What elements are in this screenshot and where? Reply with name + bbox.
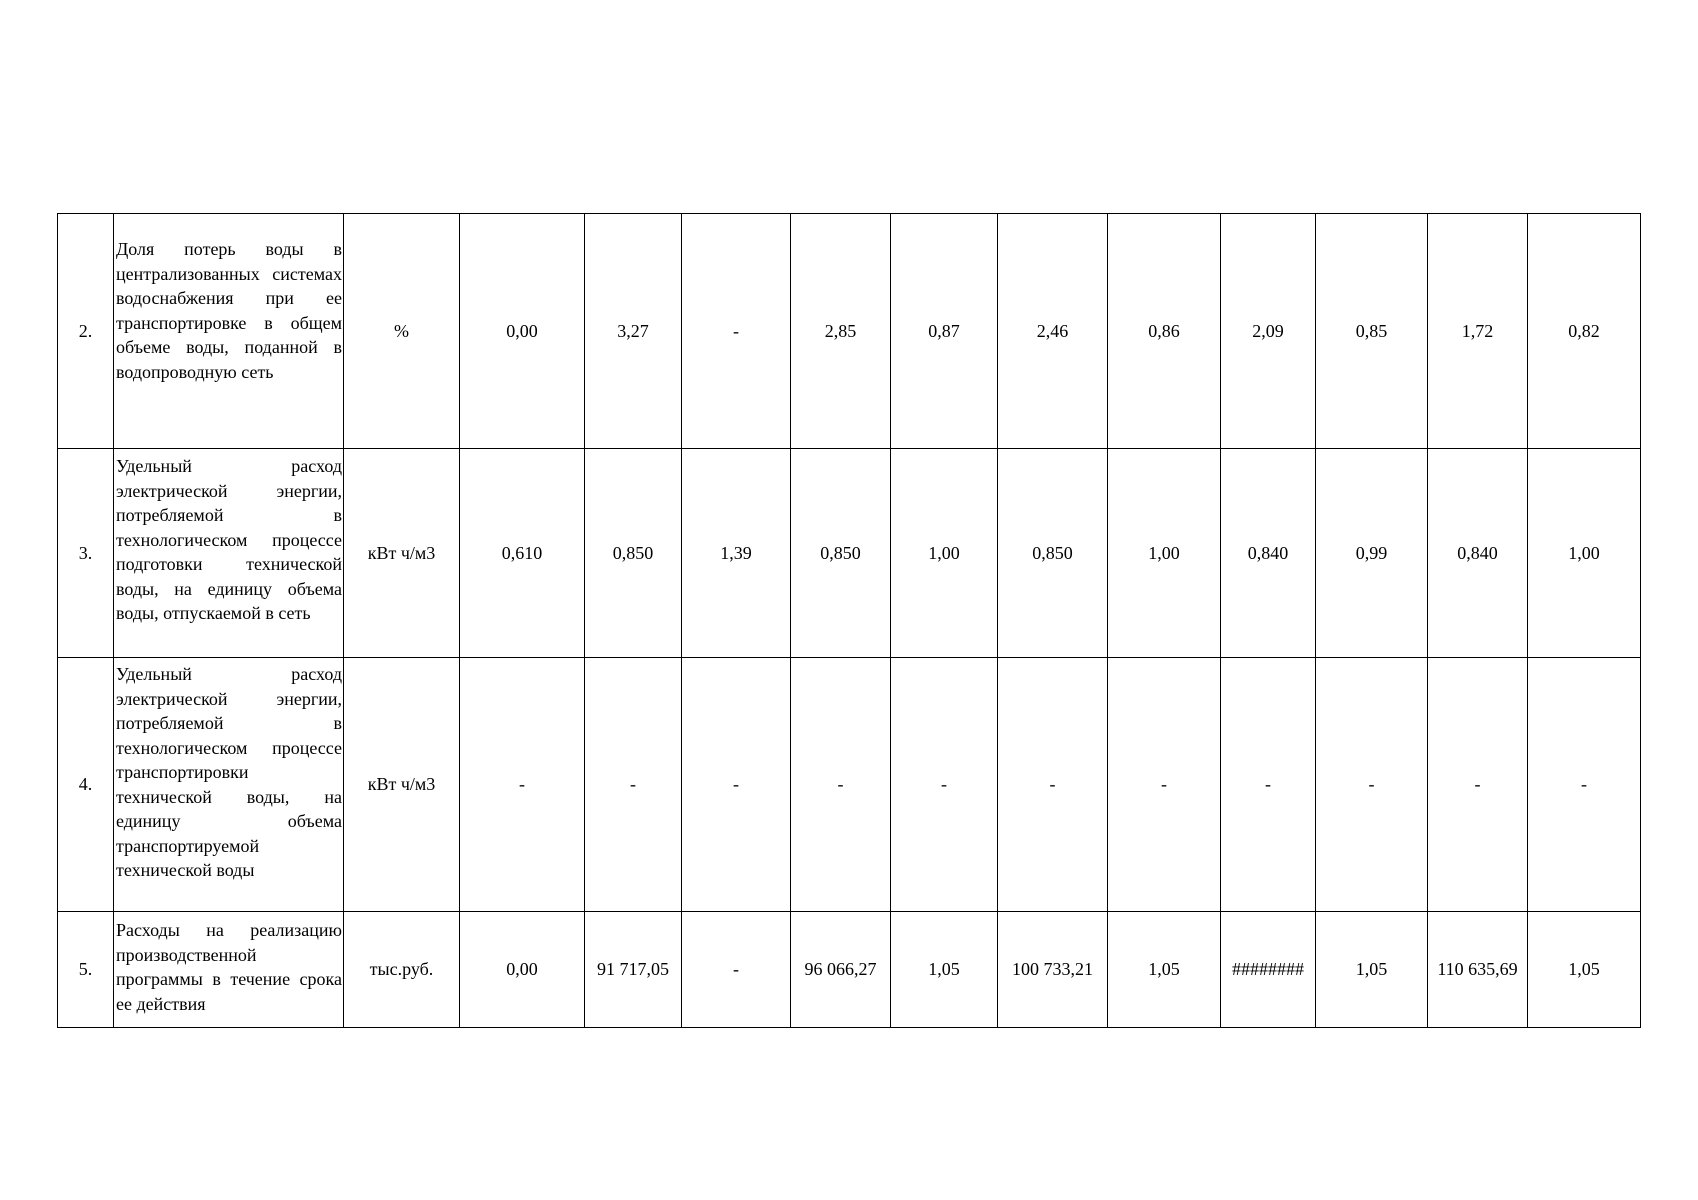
value-cell: 1,72	[1428, 214, 1528, 449]
value-cell: 1,05	[891, 912, 998, 1028]
value-cell: 0,82	[1528, 214, 1641, 449]
unit-cell: кВт ч/м3	[344, 449, 460, 658]
value-cell: -	[682, 214, 791, 449]
unit-cell: тыс.руб.	[344, 912, 460, 1028]
value-cell: 0,86	[1108, 214, 1221, 449]
row-number-cell: 4.	[58, 658, 114, 912]
value-cell: -	[1428, 658, 1528, 912]
value-cell: 110 635,69	[1428, 912, 1528, 1028]
description-cell: Удельный расход электрической энергии, потребляемой в технологическом процессе транспортировки технической воды, на единицу объема транспортируемой технической воды	[114, 658, 344, 912]
value-cell: 3,27	[585, 214, 682, 449]
description-cell: Расходы на реализацию производственной программы в течение срока ее действия	[114, 912, 344, 1028]
value-cell: 0,840	[1428, 449, 1528, 658]
value-cell: 1,00	[1108, 449, 1221, 658]
value-cell: 100 733,21	[998, 912, 1108, 1028]
value-cell: 0,850	[998, 449, 1108, 658]
value-cell: 2,85	[791, 214, 891, 449]
value-cell: -	[1221, 658, 1316, 912]
value-cell: 0,850	[585, 449, 682, 658]
value-cell: 1,39	[682, 449, 791, 658]
value-cell: 2,09	[1221, 214, 1316, 449]
value-cell: 1,05	[1528, 912, 1641, 1028]
value-cell: -	[585, 658, 682, 912]
value-cell: 96 066,27	[791, 912, 891, 1028]
unit-cell: кВт ч/м3	[344, 658, 460, 912]
value-cell: 1,00	[891, 449, 998, 658]
value-cell: -	[891, 658, 998, 912]
value-cell: -	[1316, 658, 1428, 912]
table-row	[58, 658, 1641, 912]
value-cell: ########	[1221, 912, 1316, 1028]
value-cell: 1,00	[1528, 449, 1641, 658]
value-cell: 0,610	[460, 449, 585, 658]
table-row	[58, 912, 1641, 1028]
value-cell: -	[460, 658, 585, 912]
table-row	[58, 214, 1641, 449]
value-cell: 1,05	[1108, 912, 1221, 1028]
row-number-cell: 2.	[58, 214, 114, 449]
value-cell: 1,05	[1316, 912, 1428, 1028]
value-cell: 0,00	[460, 214, 585, 449]
value-cell: 91 717,05	[585, 912, 682, 1028]
description-cell: Удельный расход электрической энергии, потребляемой в технологическом процессе подготовки технической воды, на единицу объема воды, отпускаемой в сеть	[114, 449, 344, 658]
value-cell: 0,99	[1316, 449, 1428, 658]
value-cell: 0,850	[791, 449, 891, 658]
row-number-cell: 3.	[58, 449, 114, 658]
value-cell: 0,840	[1221, 449, 1316, 658]
value-cell: -	[1108, 658, 1221, 912]
value-cell: 2,46	[998, 214, 1108, 449]
value-cell: 0,85	[1316, 214, 1428, 449]
description-cell: Доля потерь воды в централизованных системах водоснабжения при ее транспортировке в общем объеме воды, поданной в водопроводную сеть	[114, 214, 344, 449]
value-cell: -	[1528, 658, 1641, 912]
value-cell: -	[682, 912, 791, 1028]
value-cell: -	[791, 658, 891, 912]
table-row	[58, 449, 1641, 658]
value-cell: -	[682, 658, 791, 912]
row-number-cell: 5.	[58, 912, 114, 1028]
value-cell: 0,87	[891, 214, 998, 449]
indicators-table	[57, 213, 1641, 1028]
value-cell: -	[998, 658, 1108, 912]
unit-cell: %	[344, 214, 460, 449]
value-cell: 0,00	[460, 912, 585, 1028]
